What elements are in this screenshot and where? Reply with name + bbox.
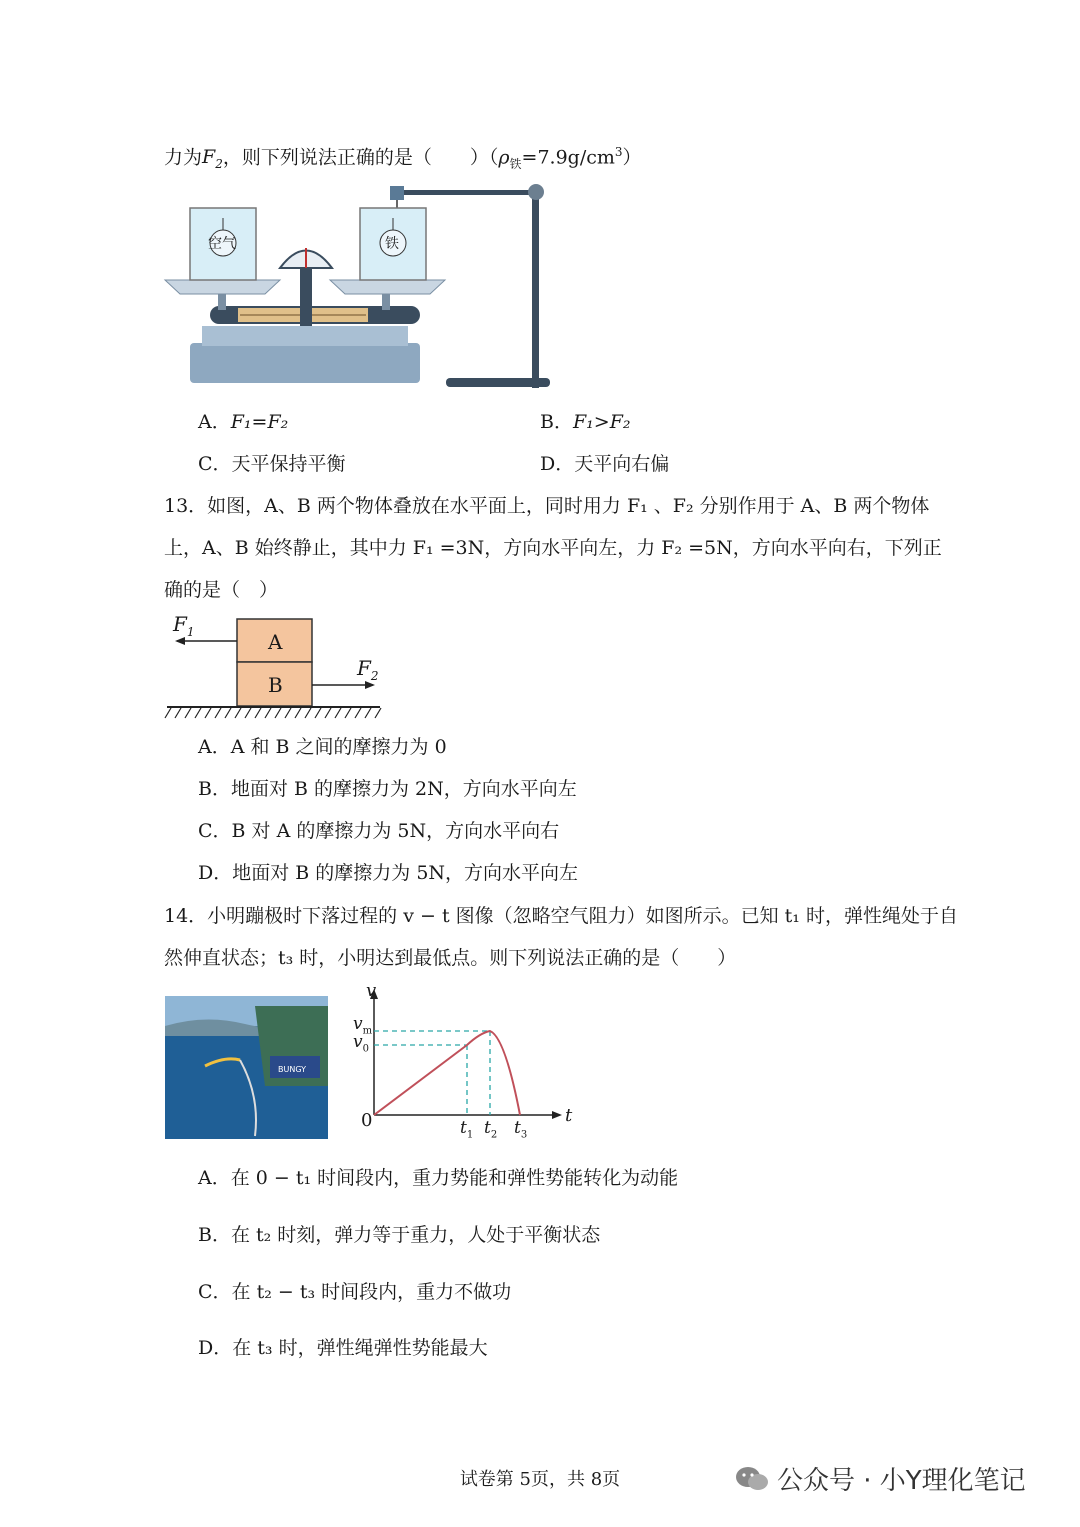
force-f1-label (173, 612, 195, 639)
f2-letter: F (357, 656, 371, 680)
q12-option-a-key: A． (198, 411, 231, 433)
q12-f2 (202, 146, 223, 172)
q13-line-2: 上，A、B 始终静止，其中力 F₁ =3N，方向水平向左，力 F₂ =5N，方向水平向右，下列正 (164, 537, 942, 559)
v0-letter: v (353, 1032, 363, 1052)
v0-sub: 0 (362, 1043, 369, 1055)
watermark (735, 1460, 1026, 1497)
q12-option-c-text: 天平保持平衡 (231, 453, 346, 475)
blocks-figure (165, 612, 385, 722)
q12-f2-letter: F (202, 146, 216, 169)
block-b-label: B (268, 673, 283, 697)
q13-line-1: 13．如图，A、B 两个物体叠放在水平面上，同时用力 F₁ 、F₂ 分别作用于 A、B 两个物体 (164, 495, 930, 517)
q12-option-a-text: F₁=F₂ (230, 411, 289, 433)
t3-letter: t (514, 1118, 521, 1138)
page-footer: 试卷第 5页，共 8页 (459, 1469, 621, 1490)
q13-option-a[interactable]: A．A 和 B 之间的摩擦力为 0 (198, 736, 447, 758)
block-a-label: A (268, 630, 283, 654)
q12-text-end: ） (622, 146, 642, 169)
q12-option-d-text: 天平向右偏 (574, 453, 670, 475)
q12-rho-exp: 3 (614, 145, 623, 159)
t2-label (484, 1118, 497, 1140)
q13-option-c[interactable]: C．B 对 A 的摩擦力为 5N，方向水平向右 (198, 820, 560, 842)
q12-option-c-key: C． (198, 453, 232, 475)
t1-sub: 1 (466, 1129, 474, 1141)
q12-stem-tail (164, 140, 642, 176)
vm-sub: m (362, 1025, 373, 1037)
q12-option-b-text: F₁>F₂ (572, 411, 631, 433)
q14-option-b[interactable]: B．在 t₂ 时刻，弹力等于重力，人处于平衡状态 (198, 1224, 601, 1246)
bungee-sign: BUNGY (278, 1065, 307, 1074)
q14-option-c[interactable]: C．在 t₂ − t₃ 时间段内，重力不做功 (198, 1281, 512, 1303)
beaker-air-label: 空气 (208, 236, 236, 252)
t2-sub: 2 (490, 1129, 498, 1141)
f1-letter: F (173, 612, 187, 636)
t3-sub: 3 (520, 1129, 528, 1141)
t2-letter: t (484, 1118, 491, 1138)
axis-t-label: t (565, 1105, 573, 1126)
f1-sub: 1 (186, 625, 195, 639)
t3-label (514, 1118, 527, 1140)
q12-option-b[interactable] (540, 410, 631, 434)
t1-letter: t (460, 1118, 467, 1138)
q12-option-a[interactable] (198, 410, 288, 434)
q12-option-b-key: B． (540, 411, 573, 433)
q12-option-d-key: D． (540, 453, 575, 475)
q12-option-c[interactable] (198, 452, 346, 476)
q12-text-b: ，则下列说法正确的是（ ）（ (222, 146, 499, 169)
axis-v-label: v (366, 980, 377, 1001)
q12-rho-val: =7.9g/cm (521, 146, 615, 169)
q14-line-2: 然伸直状态；t₃ 时，小明达到最低点。则下列说法正确的是（ ） (164, 947, 737, 969)
q13-option-d[interactable]: D．地面对 B 的摩擦力为 5N，方向水平向左 (198, 862, 579, 884)
q14-option-a[interactable]: A．在 0 − t₁ 时间段内，重力势能和弹性势能转化为动能 (198, 1167, 679, 1189)
vt-curve (374, 1031, 520, 1115)
wechat-icon (735, 1465, 769, 1493)
q13-option-b[interactable]: B．地面对 B 的摩擦力为 2N，方向水平向左 (198, 778, 577, 800)
force-f2-label (357, 656, 379, 683)
q14-option-d[interactable]: D．在 t₃ 时，弹性绳弹性势能最大 (198, 1337, 488, 1359)
t1-label (460, 1118, 473, 1140)
watermark-text: 公众号 · 小Y理化笔记 (777, 1466, 1026, 1496)
q14-line-1: 14．小明蹦极时下落过程的 v − t 图像（忽略空气阻力）如图所示。已知 t₁ 时，弹性绳处于自 (164, 905, 958, 927)
beaker-iron-label: 铁 (385, 236, 399, 252)
v0-label (353, 1032, 369, 1054)
balance-figure (160, 178, 560, 393)
q13-line-3: 确的是（ ） (164, 579, 279, 601)
q12-rho: ρ (498, 146, 510, 169)
origin-label: 0 (361, 1110, 373, 1131)
q12-option-d[interactable] (540, 452, 669, 476)
f2-sub: 2 (370, 669, 379, 683)
vm-letter: v (353, 1014, 363, 1034)
q12-rho-sub: 铁 (509, 157, 522, 172)
q12-f2-sub: 2 (215, 157, 223, 172)
q12-text-a: 力为 (164, 146, 203, 169)
